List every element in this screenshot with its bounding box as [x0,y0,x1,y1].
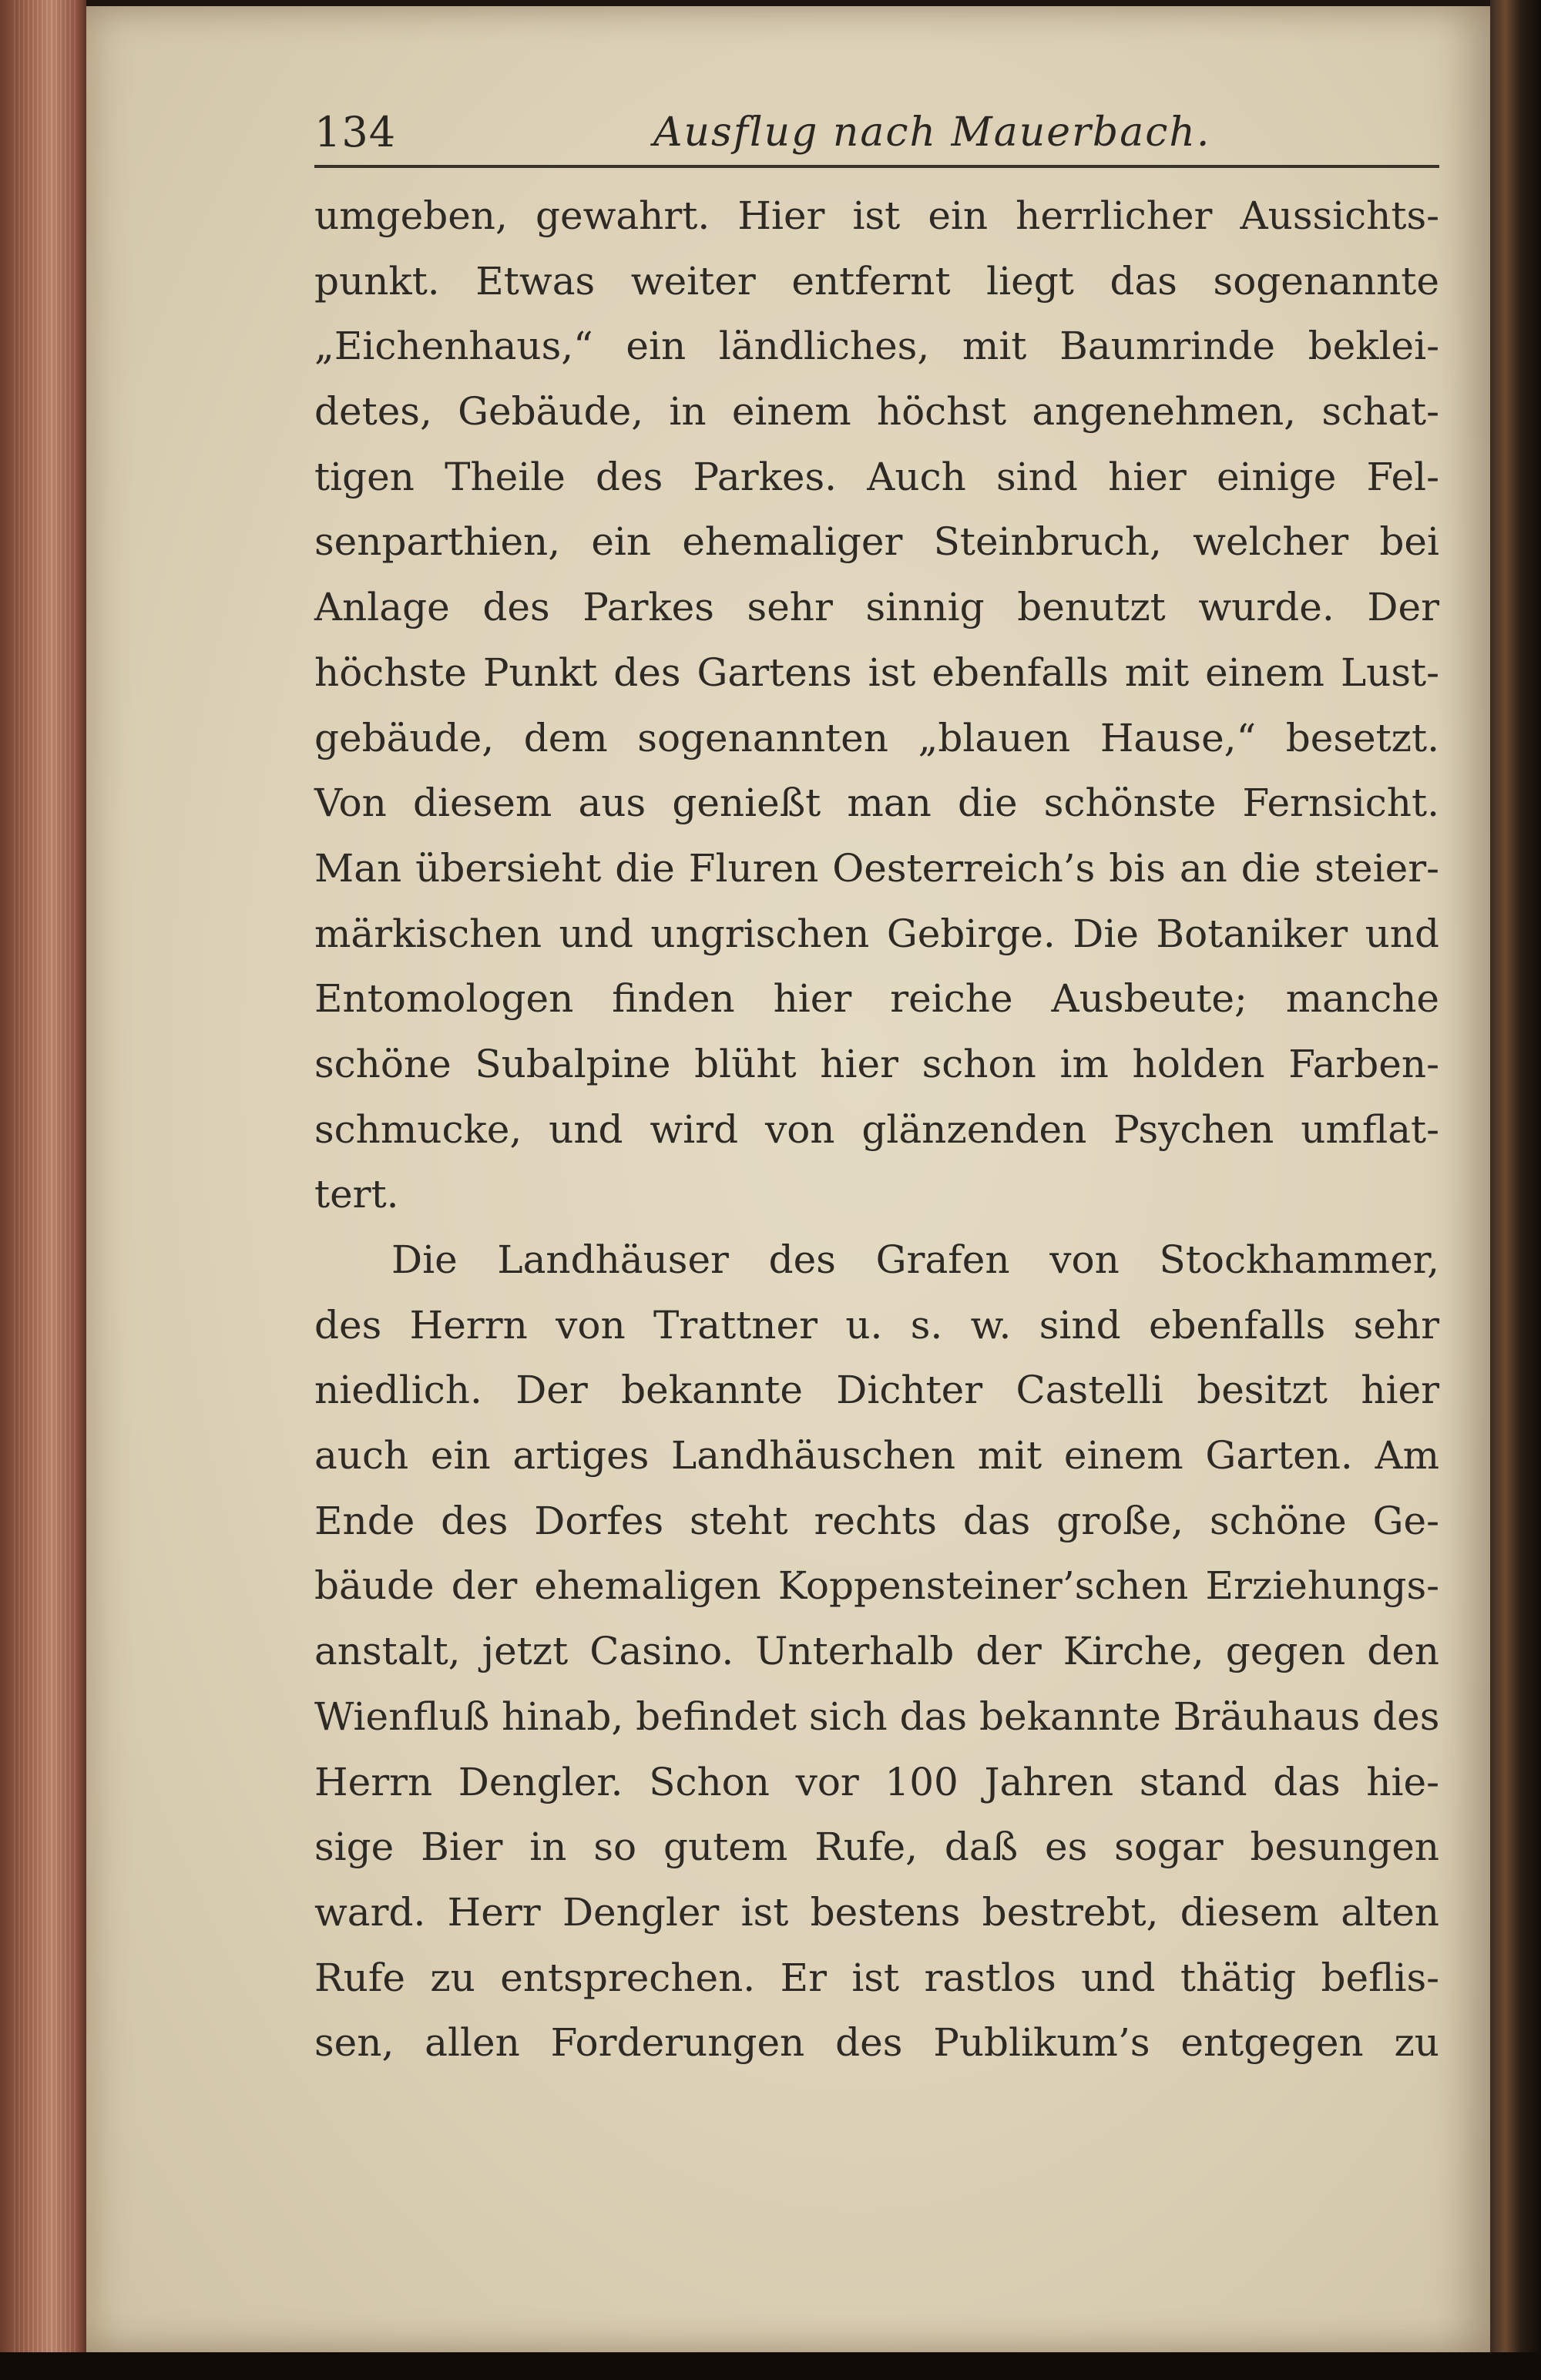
header-rule [314,165,1439,168]
page-header [314,103,1462,173]
text-line: detes, Gebäude, in einem höchst angenehmen, schat- [314,389,1439,435]
text-line: Wienfluß hinab, befindet sich das bekannte Bräuhaus des [314,1694,1440,1739]
text-line: Anlage des Parkes sehr sinnig benutzt wurde. Der [314,585,1439,630]
text-line: Rufe zu entsprechen. Er ist rastlos und thätig beflis- [314,1955,1439,2000]
text-line: höchste Punkt des Gartens ist ebenfalls mit einem Lust- [314,650,1439,695]
page-edge-texture [14,0,76,2380]
text-line: Die Landhäuser des Grafen von Stockhammer, [391,1237,1439,1282]
text-line: „Eichenhaus,“ ein ländliches, mit Baumrinde beklei- [314,324,1439,369]
text-line: Herrn Dengler. Schon vor 100 Jahren stand das hie- [314,1759,1439,1804]
text-line: gebäude, dem sogenannten „blauen Hause,“ besetzt. [314,715,1439,760]
book-spine [1490,0,1541,2380]
text-line: sen, allen Forderungen des Publikum’s entgegen zu [314,2020,1439,2066]
running-title: Ausflug nach Mauerbach. [653,109,1211,156]
text-line: tert. [314,1172,399,1217]
text-line: schöne Subalpine blüht hier schon im holden Farben- [314,1041,1439,1086]
text-line: Entomologen finden hier reiche Ausbeute; manche [314,976,1439,1022]
text-line: tigen Theile des Parkes. Auch sind hier einige Fel- [314,454,1439,499]
text-line: niedlich. Der bekannte Dichter Castelli besitzt hier [314,1368,1439,1413]
text-line: senparthien, ein ehemaliger Steinbruch, welcher bei [314,519,1439,565]
text-line: ward. Herr Dengler ist bestens bestrebt, diesem alten [314,1889,1439,1935]
text-line: Man übersieht die Fluren Oesterreich’s bis an die steier- [314,845,1439,891]
text-line: märkischen und ungrischen Gebirge. Die Botaniker und [314,911,1439,956]
text-line: bäude der ehemaligen Koppensteiner’schen Erziehungs- [314,1563,1439,1609]
text-line: schmucke, und wird von glänzenden Psychen umflat- [314,1106,1439,1152]
text-line: auch ein artiges Landhäuschen mit einem Garten. Am [314,1433,1439,1479]
paragraph-2 [314,1227,1439,2076]
text-line: Ende des Dorfes steht rechts das große, schöne Ge- [314,1498,1439,1543]
text-line: anstalt, jetzt Casino. Unterhalb der Kirche, gegen den [314,1629,1439,1674]
text-line: umgeben, gewahrt. Hier ist ein herrlicher Aussichts- [314,193,1439,238]
page-number: 134 [314,108,397,156]
text-line: des Herrn von Trattner u. s. w. sind ebenfalls sehr [314,1302,1439,1348]
text-line: punkt. Etwas weiter entfernt liegt das sogenannte [314,258,1439,304]
scan-background [0,2352,1541,2380]
text-line: sige Bier in so gutem Rufe, daß es sogar besungen [314,1824,1439,1870]
text-line: Von diesem aus genießt man die schönste Fernsicht. [314,780,1439,826]
paragraph-1 [314,183,1439,1227]
body-text [314,183,1439,2076]
